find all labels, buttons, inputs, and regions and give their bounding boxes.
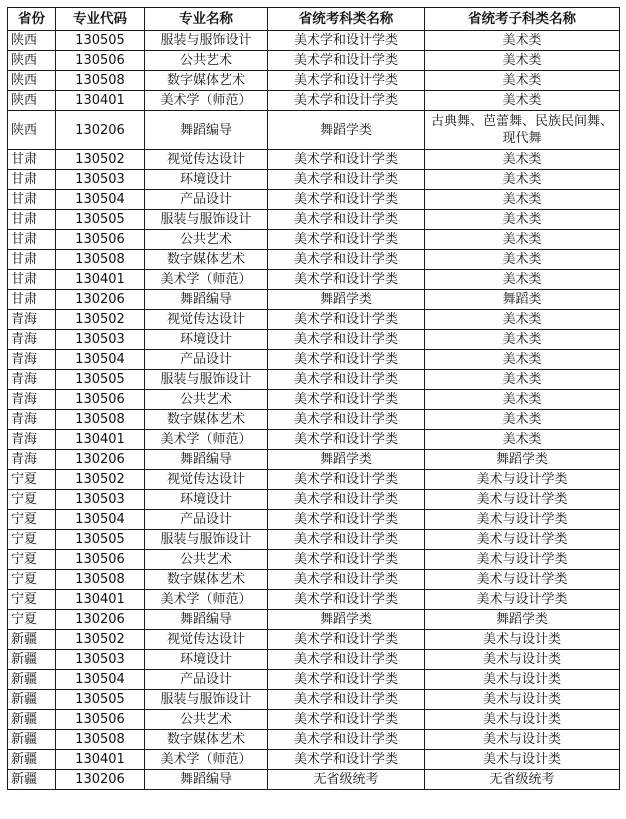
cell-major-name: 舞蹈编导 xyxy=(145,111,268,150)
cell-exam-category: 美术学和设计学类 xyxy=(268,490,425,510)
cell-province: 宁夏 xyxy=(8,510,56,530)
cell-exam-subcategory: 美术与设计学类 xyxy=(425,530,620,550)
table-row xyxy=(8,270,620,290)
cell-exam-subcategory: 美术与设计学类 xyxy=(425,570,620,590)
cell-exam-subcategory: 美术类 xyxy=(425,250,620,270)
cell-exam-subcategory: 舞蹈学类 xyxy=(425,450,620,470)
cell-exam-category: 美术学和设计学类 xyxy=(268,170,425,190)
cell-province: 青海 xyxy=(8,350,56,370)
cell-exam-category: 美术学和设计学类 xyxy=(268,430,425,450)
cell-exam-category: 舞蹈学类 xyxy=(268,290,425,310)
cell-exam-subcategory: 美术与设计类 xyxy=(425,630,620,650)
cell-major-code: 130401 xyxy=(56,270,145,290)
cell-exam-subcategory: 美术类 xyxy=(425,430,620,450)
table-row xyxy=(8,490,620,510)
cell-major-code: 130505 xyxy=(56,530,145,550)
cell-major-code: 130508 xyxy=(56,730,145,750)
cell-major-code: 130502 xyxy=(56,150,145,170)
header-row xyxy=(8,8,620,31)
cell-major-name: 舞蹈编导 xyxy=(145,450,268,470)
cell-province: 新疆 xyxy=(8,730,56,750)
cell-exam-category: 舞蹈学类 xyxy=(268,610,425,630)
cell-exam-subcategory: 舞蹈类 xyxy=(425,290,620,310)
cell-exam-subcategory: 无省级统考 xyxy=(425,770,620,790)
cell-exam-category: 美术学和设计学类 xyxy=(268,550,425,570)
cell-major-code: 130206 xyxy=(56,610,145,630)
cell-major-code: 130401 xyxy=(56,430,145,450)
cell-major-code: 130504 xyxy=(56,510,145,530)
table-row xyxy=(8,410,620,430)
cell-exam-subcategory: 美术与设计类 xyxy=(425,670,620,690)
cell-province: 新疆 xyxy=(8,630,56,650)
cell-major-name: 舞蹈编导 xyxy=(145,610,268,630)
cell-exam-subcategory: 美术与设计类 xyxy=(425,690,620,710)
cell-province: 宁夏 xyxy=(8,550,56,570)
cell-exam-category: 美术学和设计学类 xyxy=(268,31,425,51)
cell-exam-subcategory: 美术类 xyxy=(425,51,620,71)
table-row xyxy=(8,250,620,270)
cell-major-code: 130401 xyxy=(56,91,145,111)
cell-major-name: 产品设计 xyxy=(145,190,268,210)
cell-exam-category: 美术学和设计学类 xyxy=(268,250,425,270)
cell-exam-subcategory: 美术类 xyxy=(425,410,620,430)
cell-major-code: 130401 xyxy=(56,590,145,610)
cell-province: 新疆 xyxy=(8,670,56,690)
cell-major-name: 产品设计 xyxy=(145,670,268,690)
cell-major-code: 130503 xyxy=(56,330,145,350)
cell-exam-subcategory: 美术与设计类 xyxy=(425,730,620,750)
cell-major-name: 美术学（师范） xyxy=(145,590,268,610)
cell-major-code: 130506 xyxy=(56,390,145,410)
cell-exam-subcategory: 美术类 xyxy=(425,31,620,51)
cell-province: 甘肃 xyxy=(8,230,56,250)
table-row xyxy=(8,290,620,310)
cell-province: 陕西 xyxy=(8,51,56,71)
cell-province: 宁夏 xyxy=(8,610,56,630)
cell-major-code: 130502 xyxy=(56,470,145,490)
cell-exam-subcategory: 美术类 xyxy=(425,330,620,350)
cell-exam-category: 美术学和设计学类 xyxy=(268,410,425,430)
cell-exam-category: 美术学和设计学类 xyxy=(268,230,425,250)
table-row xyxy=(8,430,620,450)
cell-major-name: 数字媒体艺术 xyxy=(145,730,268,750)
cell-major-name: 产品设计 xyxy=(145,510,268,530)
table-row xyxy=(8,610,620,630)
cell-exam-subcategory: 美术与设计学类 xyxy=(425,550,620,570)
table-row xyxy=(8,730,620,750)
cell-province: 宁夏 xyxy=(8,470,56,490)
cell-major-code: 130206 xyxy=(56,770,145,790)
cell-major-name: 公共艺术 xyxy=(145,710,268,730)
cell-major-code: 130503 xyxy=(56,490,145,510)
cell-major-name: 舞蹈编导 xyxy=(145,290,268,310)
cell-major-code: 130504 xyxy=(56,670,145,690)
cell-province: 新疆 xyxy=(8,770,56,790)
cell-major-name: 美术学（师范） xyxy=(145,270,268,290)
cell-major-name: 视觉传达设计 xyxy=(145,630,268,650)
cell-province: 青海 xyxy=(8,410,56,430)
cell-exam-subcategory: 美术与设计类 xyxy=(425,710,620,730)
cell-province: 宁夏 xyxy=(8,570,56,590)
table-row xyxy=(8,650,620,670)
cell-exam-subcategory: 美术类 xyxy=(425,270,620,290)
cell-exam-category: 美术学和设计学类 xyxy=(268,650,425,670)
cell-exam-category: 美术学和设计学类 xyxy=(268,390,425,410)
table-row xyxy=(8,590,620,610)
table-row xyxy=(8,370,620,390)
cell-major-code: 130503 xyxy=(56,650,145,670)
cell-major-name: 服装与服饰设计 xyxy=(145,530,268,550)
cell-province: 青海 xyxy=(8,330,56,350)
cell-province: 甘肃 xyxy=(8,250,56,270)
cell-exam-subcategory: 美术与设计类 xyxy=(425,650,620,670)
cell-major-name: 美术学（师范） xyxy=(145,430,268,450)
cell-exam-category: 美术学和设计学类 xyxy=(268,190,425,210)
cell-exam-subcategory: 古典舞、芭蕾舞、民族民间舞、现代舞 xyxy=(425,111,620,150)
cell-major-name: 公共艺术 xyxy=(145,230,268,250)
cell-exam-subcategory: 美术类 xyxy=(425,170,620,190)
cell-major-code: 130206 xyxy=(56,290,145,310)
cell-province: 甘肃 xyxy=(8,190,56,210)
table-row xyxy=(8,470,620,490)
table-row xyxy=(8,150,620,170)
cell-province: 陕西 xyxy=(8,71,56,91)
cell-major-code: 130206 xyxy=(56,111,145,150)
cell-major-name: 服装与服饰设计 xyxy=(145,370,268,390)
cell-exam-category: 美术学和设计学类 xyxy=(268,670,425,690)
table-row xyxy=(8,330,620,350)
cell-exam-subcategory: 美术与设计学类 xyxy=(425,490,620,510)
table-row xyxy=(8,350,620,370)
cell-province: 青海 xyxy=(8,450,56,470)
cell-major-code: 130506 xyxy=(56,550,145,570)
cell-exam-subcategory: 美术类 xyxy=(425,71,620,91)
cell-exam-category: 美术学和设计学类 xyxy=(268,330,425,350)
cell-exam-category: 美术学和设计学类 xyxy=(268,350,425,370)
cell-exam-category: 美术学和设计学类 xyxy=(268,730,425,750)
cell-major-name: 服装与服饰设计 xyxy=(145,31,268,51)
cell-exam-category: 美术学和设计学类 xyxy=(268,570,425,590)
cell-major-name: 环境设计 xyxy=(145,490,268,510)
cell-major-name: 环境设计 xyxy=(145,650,268,670)
cell-province: 青海 xyxy=(8,390,56,410)
cell-exam-category: 美术学和设计学类 xyxy=(268,690,425,710)
cell-major-code: 130502 xyxy=(56,310,145,330)
cell-major-code: 130502 xyxy=(56,630,145,650)
cell-exam-subcategory: 美术类 xyxy=(425,310,620,330)
cell-province: 甘肃 xyxy=(8,170,56,190)
cell-exam-category: 美术学和设计学类 xyxy=(268,310,425,330)
cell-exam-subcategory: 美术类 xyxy=(425,370,620,390)
cell-major-name: 产品设计 xyxy=(145,350,268,370)
cell-exam-category: 美术学和设计学类 xyxy=(268,710,425,730)
cell-major-name: 舞蹈编导 xyxy=(145,770,268,790)
cell-major-code: 130401 xyxy=(56,750,145,770)
cell-exam-subcategory: 美术类 xyxy=(425,91,620,111)
cell-major-code: 130505 xyxy=(56,370,145,390)
cell-exam-category: 美术学和设计学类 xyxy=(268,210,425,230)
cell-major-code: 130506 xyxy=(56,51,145,71)
table-row xyxy=(8,710,620,730)
table-row xyxy=(8,770,620,790)
cell-exam-category: 舞蹈学类 xyxy=(268,111,425,150)
cell-major-code: 130508 xyxy=(56,250,145,270)
header-major-code: 专业代码 xyxy=(56,8,145,31)
cell-major-name: 美术学（师范） xyxy=(145,750,268,770)
cell-major-code: 130206 xyxy=(56,450,145,470)
table-row xyxy=(8,530,620,550)
table-body xyxy=(8,31,620,790)
cell-major-name: 数字媒体艺术 xyxy=(145,71,268,91)
cell-exam-subcategory: 美术类 xyxy=(425,230,620,250)
table-row xyxy=(8,190,620,210)
cell-major-code: 130506 xyxy=(56,710,145,730)
cell-major-code: 130505 xyxy=(56,690,145,710)
cell-major-name: 美术学（师范） xyxy=(145,91,268,111)
cell-province: 甘肃 xyxy=(8,290,56,310)
cell-major-name: 视觉传达设计 xyxy=(145,150,268,170)
cell-exam-category: 美术学和设计学类 xyxy=(268,91,425,111)
table-row xyxy=(8,550,620,570)
header-exam-subcategory: 省统考子科类名称 xyxy=(425,8,620,31)
cell-province: 新疆 xyxy=(8,750,56,770)
cell-major-code: 130506 xyxy=(56,230,145,250)
cell-exam-category: 美术学和设计学类 xyxy=(268,51,425,71)
cell-major-code: 130508 xyxy=(56,570,145,590)
cell-major-code: 130504 xyxy=(56,350,145,370)
cell-exam-subcategory: 美术与设计学类 xyxy=(425,470,620,490)
cell-province: 甘肃 xyxy=(8,150,56,170)
cell-major-code: 130503 xyxy=(56,170,145,190)
major-category-table xyxy=(7,7,620,790)
table-row xyxy=(8,450,620,470)
cell-province: 陕西 xyxy=(8,91,56,111)
cell-province: 甘肃 xyxy=(8,210,56,230)
cell-province: 陕西 xyxy=(8,31,56,51)
table-row xyxy=(8,230,620,250)
table-row xyxy=(8,111,620,150)
cell-exam-subcategory: 美术与设计学类 xyxy=(425,510,620,530)
table-row xyxy=(8,690,620,710)
cell-province: 宁夏 xyxy=(8,490,56,510)
cell-exam-category: 美术学和设计学类 xyxy=(268,270,425,290)
cell-major-name: 数字媒体艺术 xyxy=(145,250,268,270)
cell-exam-category: 美术学和设计学类 xyxy=(268,590,425,610)
cell-province: 宁夏 xyxy=(8,530,56,550)
cell-major-code: 130505 xyxy=(56,210,145,230)
cell-exam-category: 美术学和设计学类 xyxy=(268,750,425,770)
cell-major-name: 数字媒体艺术 xyxy=(145,410,268,430)
header-province: 省份 xyxy=(8,8,56,31)
cell-province: 宁夏 xyxy=(8,590,56,610)
cell-exam-category: 美术学和设计学类 xyxy=(268,71,425,91)
cell-exam-subcategory: 美术类 xyxy=(425,210,620,230)
cell-major-name: 公共艺术 xyxy=(145,51,268,71)
table-row xyxy=(8,210,620,230)
cell-exam-subcategory: 美术类 xyxy=(425,190,620,210)
cell-exam-category: 无省级统考 xyxy=(268,770,425,790)
cell-major-code: 130505 xyxy=(56,31,145,51)
cell-exam-subcategory: 美术类 xyxy=(425,390,620,410)
cell-exam-category: 美术学和设计学类 xyxy=(268,630,425,650)
cell-exam-subcategory: 美术类 xyxy=(425,350,620,370)
table-row xyxy=(8,31,620,51)
cell-major-name: 数字媒体艺术 xyxy=(145,570,268,590)
cell-major-name: 服装与服饰设计 xyxy=(145,690,268,710)
cell-major-name: 视觉传达设计 xyxy=(145,470,268,490)
cell-province: 青海 xyxy=(8,370,56,390)
header-major-name: 专业名称 xyxy=(145,8,268,31)
cell-province: 青海 xyxy=(8,310,56,330)
table-row xyxy=(8,510,620,530)
cell-major-name: 视觉传达设计 xyxy=(145,310,268,330)
cell-province: 新疆 xyxy=(8,690,56,710)
table-row xyxy=(8,310,620,330)
cell-exam-subcategory: 美术类 xyxy=(425,150,620,170)
cell-exam-category: 美术学和设计学类 xyxy=(268,150,425,170)
table-row xyxy=(8,750,620,770)
cell-major-name: 服装与服饰设计 xyxy=(145,210,268,230)
cell-major-name: 环境设计 xyxy=(145,330,268,350)
table-row xyxy=(8,570,620,590)
table-row xyxy=(8,170,620,190)
cell-province: 新疆 xyxy=(8,650,56,670)
cell-major-name: 环境设计 xyxy=(145,170,268,190)
table-row xyxy=(8,670,620,690)
header-exam-category: 省统考科类名称 xyxy=(268,8,425,31)
table-row xyxy=(8,390,620,410)
table-row xyxy=(8,630,620,650)
cell-major-code: 130508 xyxy=(56,410,145,430)
table-row xyxy=(8,51,620,71)
table-row xyxy=(8,91,620,111)
cell-major-code: 130508 xyxy=(56,71,145,91)
cell-exam-category: 美术学和设计学类 xyxy=(268,530,425,550)
cell-major-name: 公共艺术 xyxy=(145,390,268,410)
cell-province: 新疆 xyxy=(8,710,56,730)
cell-province: 青海 xyxy=(8,430,56,450)
cell-exam-category: 舞蹈学类 xyxy=(268,450,425,470)
cell-exam-subcategory: 舞蹈学类 xyxy=(425,610,620,630)
cell-exam-category: 美术学和设计学类 xyxy=(268,470,425,490)
cell-major-name: 公共艺术 xyxy=(145,550,268,570)
cell-exam-category: 美术学和设计学类 xyxy=(268,510,425,530)
cell-exam-subcategory: 美术与设计类 xyxy=(425,750,620,770)
table-row xyxy=(8,71,620,91)
cell-province: 甘肃 xyxy=(8,270,56,290)
cell-exam-subcategory: 美术与设计学类 xyxy=(425,590,620,610)
cell-exam-category: 美术学和设计学类 xyxy=(268,370,425,390)
cell-province: 陕西 xyxy=(8,111,56,150)
cell-major-code: 130504 xyxy=(56,190,145,210)
